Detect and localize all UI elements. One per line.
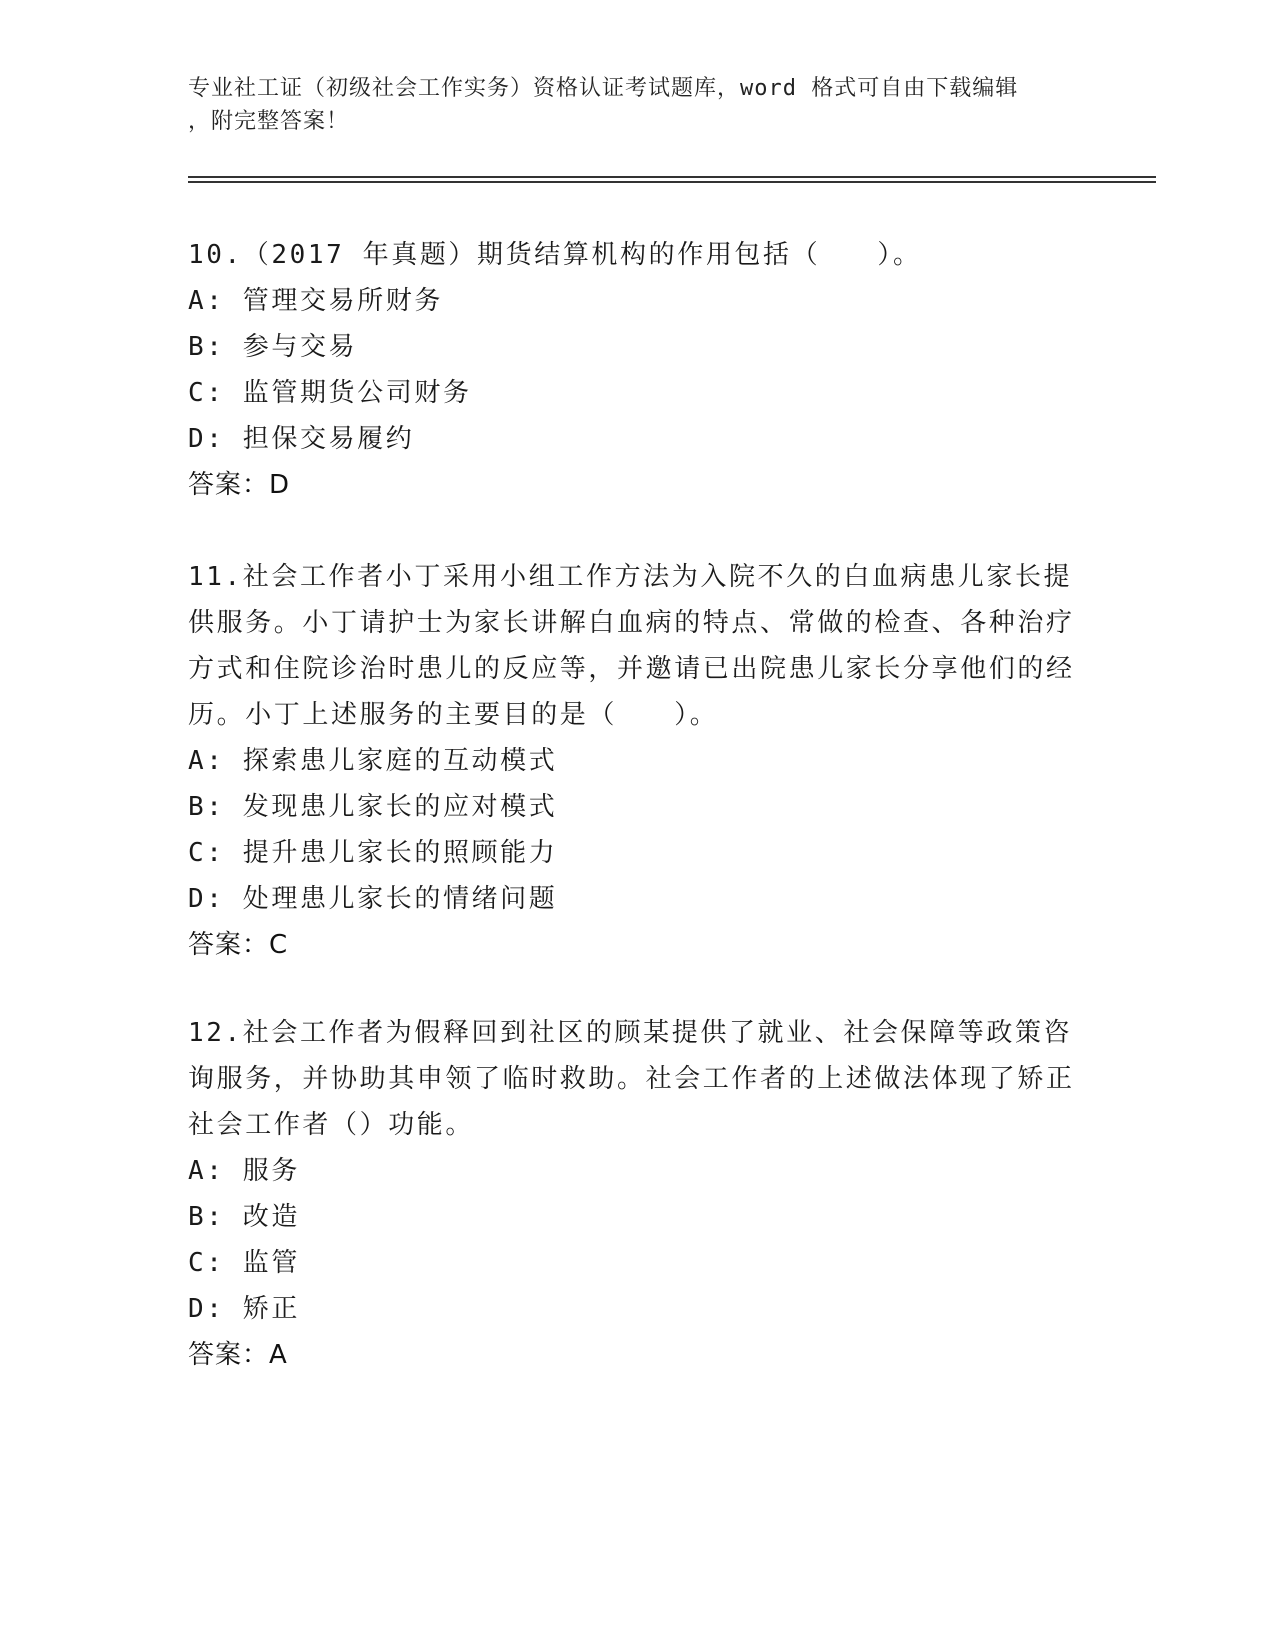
option-c: C: 提升患儿家长的照顾能力 (188, 838, 558, 868)
question-stem: 10.（2017 年真题）期货结算机构的作用包括（ ）。 (188, 240, 922, 270)
answer: 答案：C (188, 930, 289, 960)
question-stem: 12.社会工作者为假释回到社区的顾某提供了就业、社会保障等政策咨询服务，并协助其申领了临时救助。社会工作者的上述做法体现了矫正社会工作者（）功能。 (188, 1018, 1075, 1140)
option-b: B: 参与交易 (188, 332, 358, 362)
option-c: C: 监管 (188, 1248, 300, 1278)
header-divider-top (188, 176, 1156, 178)
option-a: A: 服务 (188, 1156, 300, 1186)
question-10 (188, 232, 1088, 508)
option-b: B: 改造 (188, 1202, 300, 1232)
header-divider-bottom (188, 181, 1156, 183)
option-d: D: 矫正 (188, 1294, 300, 1324)
answer: 答案：D (188, 470, 291, 500)
option-c: C: 监管期货公司财务 (188, 378, 472, 408)
option-a: A: 管理交易所财务 (188, 286, 443, 316)
answer: 答案：A (188, 1340, 288, 1370)
question-11 (188, 554, 1088, 968)
header-line-1: 专业社工证（初级社会工作实务）资格认证考试题库，word 格式可自由下载编辑 (188, 76, 1019, 101)
option-d: D: 处理患儿家长的情绪问题 (188, 884, 558, 914)
option-b: B: 发现患儿家长的应对模式 (188, 792, 558, 822)
option-d: D: 担保交易履约 (188, 424, 415, 454)
document-header (188, 72, 1088, 138)
question-12 (188, 1010, 1088, 1378)
option-a: A: 探索患儿家庭的互动模式 (188, 746, 558, 776)
header-line-2: ，附完整答案！ (188, 109, 350, 134)
question-stem: 11.社会工作者小丁采用小组工作方法为入院不久的白血病患儿家长提供服务。小丁请护士为家长讲解白血病的特点、常做的检查、各种治疗方式和住院诊治时患儿的反应等，并邀请已出院患儿家长分享他们的经历。小丁上述服务的主要目的是（ ）。 (188, 562, 1075, 730)
